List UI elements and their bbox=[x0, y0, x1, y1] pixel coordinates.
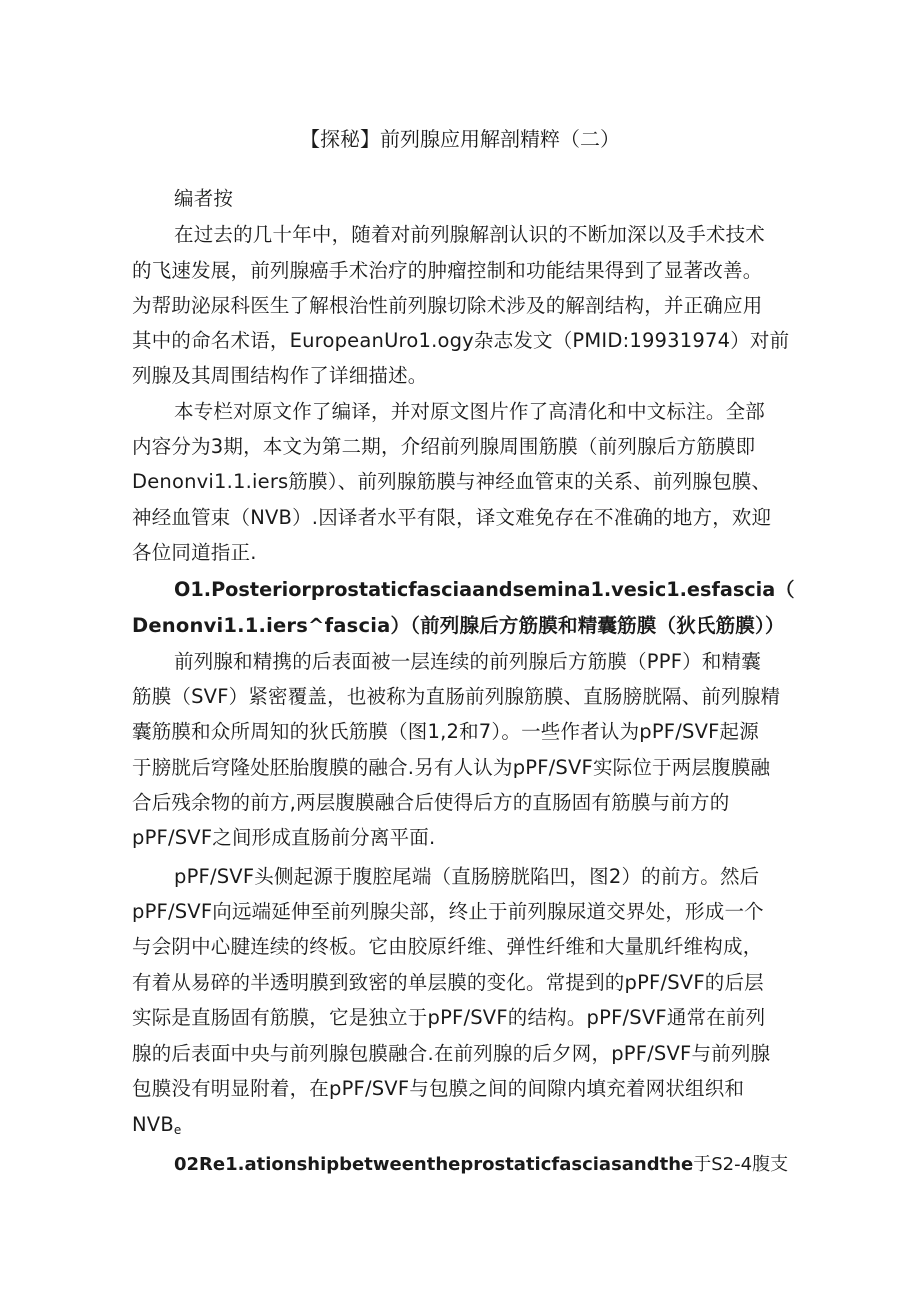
paragraph-line: 列腺及其周围结构作了详细描述。 bbox=[132, 364, 428, 387]
paragraph-line: 本专栏对原文作了编译，并对原文图片作了高清化和中文标注。全部 bbox=[174, 400, 766, 423]
paragraph-line: 在过去的几十年中，随着对前列腺解剖认识的不断加深以及手术技术 bbox=[174, 223, 766, 246]
paragraph-line: 有着从易碎的半透明膜到致密的单层膜的变化。常提到的pPF/SVF的后层 bbox=[132, 971, 764, 994]
paragraph-line: 合后残余物的前方,两层腹膜融合后使得后方的直肠固有筋膜与前方的 bbox=[132, 791, 730, 814]
paragraph-line: 神经血管束（NVB）.因译者水平有限，译文难免存在不准确的地方，欢迎 bbox=[132, 506, 772, 529]
paragraph-line: pPF/SVF之间形成直肠前分离平面. bbox=[132, 826, 436, 849]
paragraph-line: 为帮助泌尿科医生了解根治性前列腺切除术涉及的解剖结构，并正确应用 bbox=[132, 294, 763, 317]
paragraph-line: 其中的命名术语，EuropeanUro1.ogy杂志发文（PMID:19931974）对前 bbox=[132, 329, 790, 352]
section-heading bbox=[174, 1150, 788, 1180]
section-heading-en: 02Re1.ationshipbetweentheprostaticfasciasandthe bbox=[174, 1154, 694, 1175]
section-heading-cn: 于S2-4腹支 bbox=[693, 1154, 789, 1175]
section-heading: Denonvi1.1.iers^fascia）（前列腺后方筋膜和精囊筋膜（狄氏筋膜）） bbox=[132, 614, 785, 637]
paragraph-line: 包膜没有明显附着，在pPF/SVF与包膜之间的间隙内填充着网状组织和 bbox=[132, 1077, 745, 1100]
paragraph-line: 囊筋膜和众所周知的狄氏筋膜（图1,2和7）。一些作者认为pPF/SVF起源 bbox=[132, 720, 759, 743]
editor-note-heading: 编者按 bbox=[174, 187, 234, 210]
paragraph-line: 各位同道指正. bbox=[132, 541, 257, 564]
subscript-text: e bbox=[173, 1123, 182, 1137]
paragraph-line: 筋膜（SVF）紧密覆盖，也被称为直肠前列腺筋膜、直肠膀胱隔、前列腺精 bbox=[132, 685, 781, 708]
paragraph-line: 腺的后表面中央与前列腺包膜融合.在前列腺的后夕网，pPF/SVF与前列腺 bbox=[132, 1042, 771, 1065]
document-title: 【探秘】前列腺应用解剖精粹（二） bbox=[300, 127, 620, 151]
paragraph-line: 实际是直肠固有筋膜，它是独立于pPF/SVF的结构。pPF/SVF通常在前列 bbox=[132, 1006, 766, 1029]
paragraph-text: NVB bbox=[132, 1113, 174, 1136]
paragraph-line: 与会阴中心腱连续的终板。它由胶原纤维、弹性纤维和大量肌纤维构成， bbox=[132, 935, 763, 958]
paragraph-line: 于膀胱后穹隆处胚胎腹膜的融合.另有人认为pPF/SVF实际位于两层腹膜融 bbox=[132, 756, 771, 779]
paragraph-line: pPF/SVF头侧起源于腹腔尾端（直肠膀胱陷凹，图2）的前方。然后 bbox=[174, 865, 760, 888]
paragraph-line-last bbox=[132, 1110, 182, 1145]
paragraph-line: 的飞速发展，前列腺癌手术治疗的肿瘤控制和功能结果得到了显著改善。 bbox=[132, 259, 763, 282]
paragraph-line: Denonvi1.1.iers筋膜）、前列腺筋膜与神经血管束的关系、前列腺包膜、 bbox=[132, 470, 772, 493]
section-heading: O1.Posteriorprostaticfasciaandsemina1.vesic1.esfascia（ bbox=[174, 578, 795, 601]
paragraph-line: 前列腺和精携的后表面被一层连续的前列腺后方筋膜（PPF）和精囊 bbox=[174, 650, 761, 673]
paragraph-line: 内容分为3期，本文为第二期，介绍前列腺周围筋膜（前列腺后方筋膜即 bbox=[132, 435, 756, 458]
paragraph-line: pPF/SVF向远端延伸至前列腺尖部，终止于前列腺尿道交界处，形成一个 bbox=[132, 900, 764, 923]
